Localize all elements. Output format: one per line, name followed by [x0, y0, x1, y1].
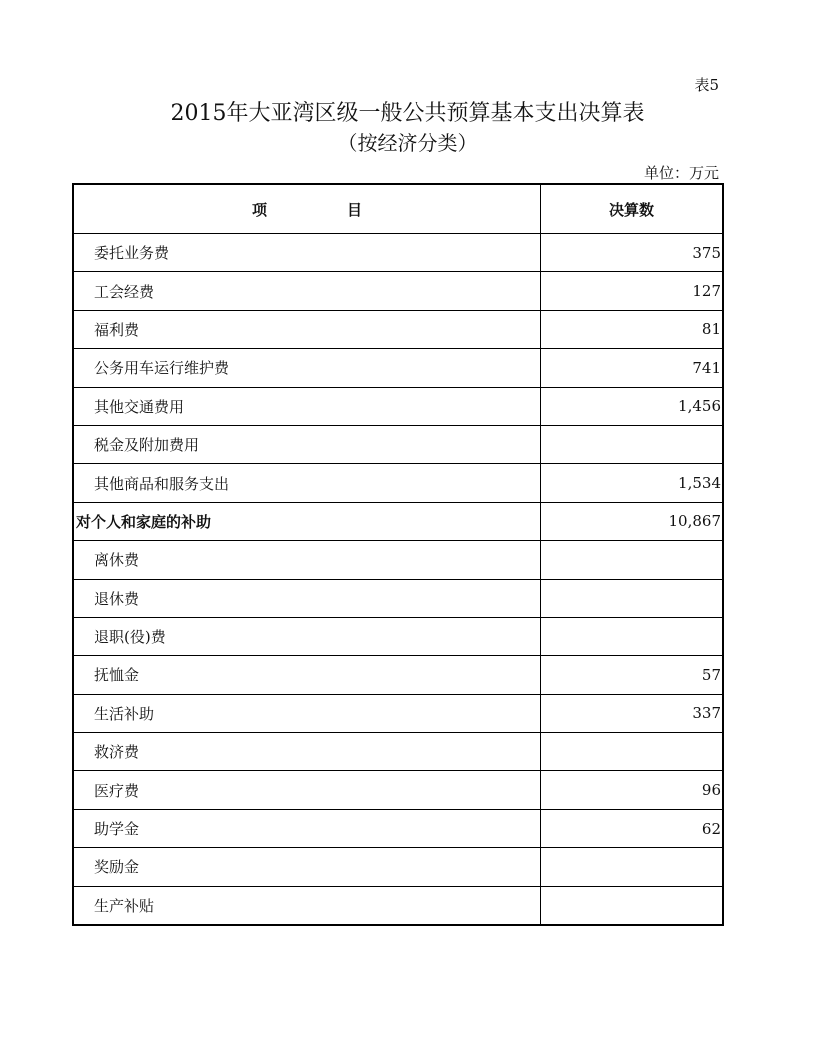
table-row: [73, 502, 723, 540]
row-amount: 1,534: [541, 464, 724, 502]
column-header-amount: 决算数: [541, 184, 724, 234]
row-amount: 337: [541, 694, 724, 732]
row-amount: 81: [541, 310, 724, 348]
row-item-name: 福利费: [73, 310, 541, 348]
table-row: [73, 848, 723, 886]
row-item-name: 医疗费: [73, 771, 541, 809]
row-item-name: 离休费: [73, 541, 541, 579]
table-row: [73, 464, 723, 502]
row-item-name: 其他商品和服务支出: [73, 464, 541, 502]
table-row: [73, 425, 723, 463]
row-item-name: 奖励金: [73, 848, 541, 886]
row-item-name: 救济费: [73, 733, 541, 771]
row-amount: 57: [541, 656, 724, 694]
row-item-name: 税金及附加费用: [73, 425, 541, 463]
row-amount: [541, 579, 724, 617]
table-row: [73, 541, 723, 579]
row-amount: [541, 425, 724, 463]
row-amount: 127: [541, 272, 724, 310]
row-item-name: 对个人和家庭的补助: [73, 502, 541, 540]
table-row: [73, 771, 723, 809]
column-header-item: [73, 184, 541, 234]
table-row: [73, 694, 723, 732]
row-amount: 10,867: [541, 502, 724, 540]
table-row: [73, 310, 723, 348]
row-item-name: 委托业务费: [73, 234, 541, 272]
table-row: [73, 234, 723, 272]
row-amount: [541, 848, 724, 886]
row-item-name: 生活补助: [73, 694, 541, 732]
table-row: [73, 272, 723, 310]
table-row: [73, 733, 723, 771]
row-item-name: 工会经费: [73, 272, 541, 310]
row-item-name: 生产补贴: [73, 886, 541, 925]
row-item-name: 退休费: [73, 579, 541, 617]
row-amount: 375: [541, 234, 724, 272]
table-row: [73, 656, 723, 694]
row-amount: [541, 733, 724, 771]
row-amount: 741: [541, 349, 724, 387]
table-row: [73, 349, 723, 387]
row-item-name: 助学金: [73, 809, 541, 847]
table-row: [73, 809, 723, 847]
page-title: 2015年大亚湾区级一般公共预算基本支出决算表: [170, 101, 645, 126]
row-item-name: 抚恤金: [73, 656, 541, 694]
row-amount: [541, 541, 724, 579]
row-item-name: 退职(役)费: [73, 617, 541, 655]
page-subtitle: （按经济分类）: [337, 131, 478, 155]
table-header-row: [73, 184, 723, 234]
unit-label: 单位：万元: [643, 164, 719, 182]
row-amount: 96: [541, 771, 724, 809]
row-amount: 1,456: [541, 387, 724, 425]
table-row: [73, 886, 723, 925]
column-header-item-part2: 目: [347, 200, 363, 219]
table-row: [73, 579, 723, 617]
budget-table: [72, 183, 724, 926]
table-row: [73, 387, 723, 425]
row-amount: [541, 617, 724, 655]
row-amount: [541, 886, 724, 925]
table-row: [73, 617, 723, 655]
column-header-item-part1: 项: [251, 200, 267, 219]
table-body: [73, 234, 723, 926]
row-item-name: 其他交通费用: [73, 387, 541, 425]
row-item-name: 公务用车运行维护费: [73, 349, 541, 387]
table-number: 表5: [694, 76, 719, 94]
row-amount: 62: [541, 809, 724, 847]
